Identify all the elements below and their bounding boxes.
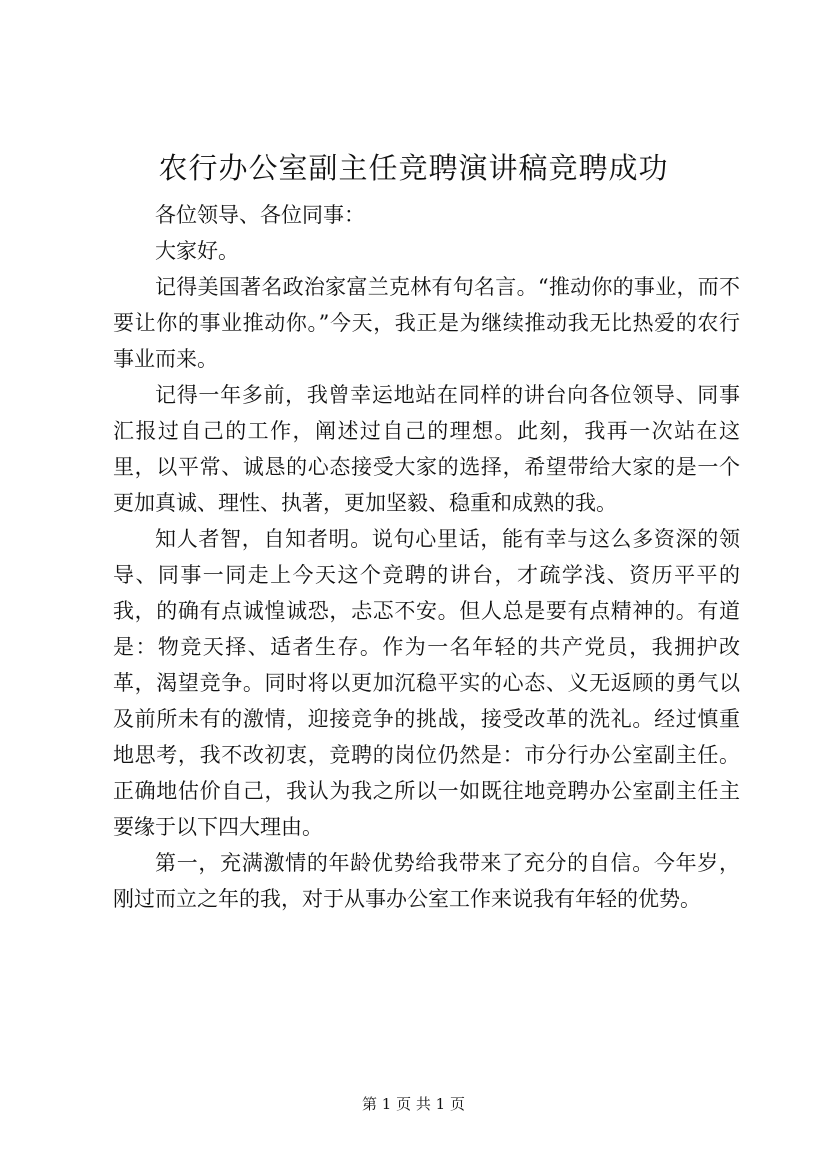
paragraph: 记得一年多前，我曾幸运地站在同样的讲台向各位领导、同事汇报过自己的工作，阐述过自己的理想。此刻，我再一次站在这里，以平常、诚恳的心态接受大家的选择，希望带给大家的是一个更加真诚、理性、执著，更加坚毅、稳重和成熟的我。 xyxy=(113,383,740,515)
paragraph: 第一，充满激情的年龄优势给我带来了充分的自信。今年岁，刚过而立之年的我，对于从事办公室工作来说我有年轻的优势。 xyxy=(113,851,740,911)
salutation-line: 大家好。 xyxy=(155,239,239,263)
paragraph: 知人者智，自知者明。说句心里话，能有幸与这么多资深的领导、同事一同走上今天这个竞聘的讲台，才疏学浅、资历平平的我，的确有点诚惶诚恐，忐忑不安。但人总是要有点精神的。有道是：物竞天择、适者生存。作为一名年轻的共产党员，我拥护改革，渴望竞争。同时将以更加沉稳平实的心态、义无返顾的勇气以及前所未有的激情，迎接竞争的挑战，接受改革的洗礼。经过慎重地思考，我不改初衷，竞聘的岗位仍然是：市分行办公室副主任。正确地估价自己，我认为我之所以一如既往地竞聘办公室副主任主要缘于以下四大理由。 xyxy=(113,527,740,839)
page-footer: 第 1 页 共 1 页 xyxy=(362,1095,465,1113)
document-body xyxy=(113,197,740,917)
document-title: 农行办公室副主任竞聘演讲稿竞聘成功 xyxy=(158,151,669,185)
greeting-line: 各位领导、各位同事： xyxy=(155,203,365,227)
paragraph: 记得美国著名政治家富兰克林有句名言。“推动你的事业，而不要让你的事业推动你。”今天，我正是为继续推动我无比热爱的农行事业而来。 xyxy=(113,275,740,371)
